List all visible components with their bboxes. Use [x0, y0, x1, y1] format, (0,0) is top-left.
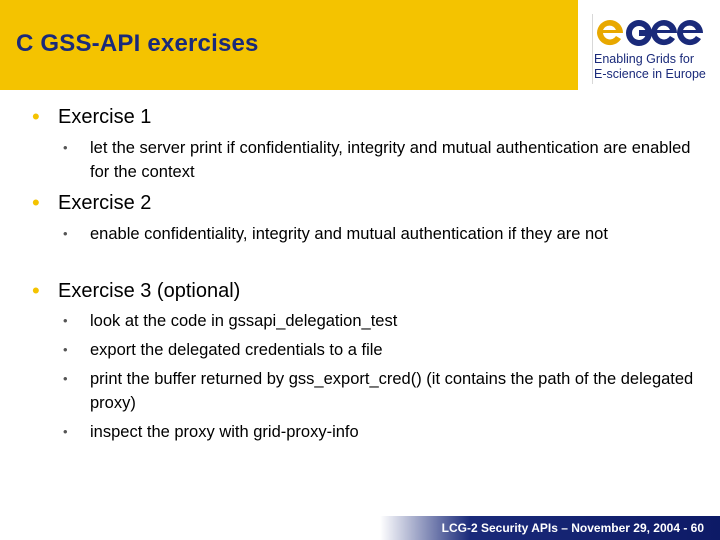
sub-bullet-text: export the delegated credentials to a file	[90, 341, 383, 359]
sub-bullet-dot-icon: •	[63, 424, 68, 439]
logo-tagline-line1: Enabling Grids for	[594, 52, 695, 66]
sub-bullet-dot-icon: •	[63, 371, 68, 386]
sub-bullet-text: enable confidentiality, integrity and mutual authentication if they are not	[90, 225, 608, 243]
sub-bullet	[63, 222, 700, 246]
slide-title: C GSS-API exercises	[16, 30, 259, 57]
sub-bullet-text: print the buffer returned by gss_export_cred() (it contains the path of the delegated proxy)	[90, 370, 694, 412]
bullet-exercise-2	[32, 190, 152, 215]
bullet-dot-icon: •	[32, 278, 40, 303]
sub-bullet-dot-icon: •	[63, 313, 68, 328]
bullet-exercise-3	[32, 278, 241, 303]
sub-bullet-dot-icon: •	[63, 226, 68, 241]
bullet-dot-icon: •	[32, 190, 40, 215]
sub-bullet	[63, 338, 700, 362]
sub-bullet-dot-icon: •	[63, 342, 68, 357]
footer-bar	[0, 516, 720, 540]
footer-text: LCG-2 Security APIs – November 29, 2004 - 60	[441, 521, 704, 535]
sub-bullet	[63, 420, 700, 444]
bullet-label: Exercise 2	[58, 192, 152, 214]
sub-bullet-text: let the server print if confidentiality, integrity and mutual authentication are enabled for the context	[90, 139, 691, 181]
bullet-label: Exercise 3 (optional)	[58, 280, 241, 302]
logo-tagline-line2: E-science in Europe	[594, 67, 706, 81]
bullet-label: Exercise 1	[58, 106, 152, 128]
sub-bullet-dot-icon: •	[63, 140, 68, 155]
bullet-exercise-1	[32, 104, 152, 129]
sub-bullet	[63, 136, 700, 184]
sub-bullet	[63, 367, 700, 415]
sub-bullet	[63, 309, 700, 333]
sub-bullet-text: look at the code in gssapi_delegation_test	[90, 312, 398, 330]
bullet-dot-icon: •	[32, 104, 40, 129]
sub-bullet-text: inspect the proxy with grid-proxy-info	[90, 423, 359, 441]
